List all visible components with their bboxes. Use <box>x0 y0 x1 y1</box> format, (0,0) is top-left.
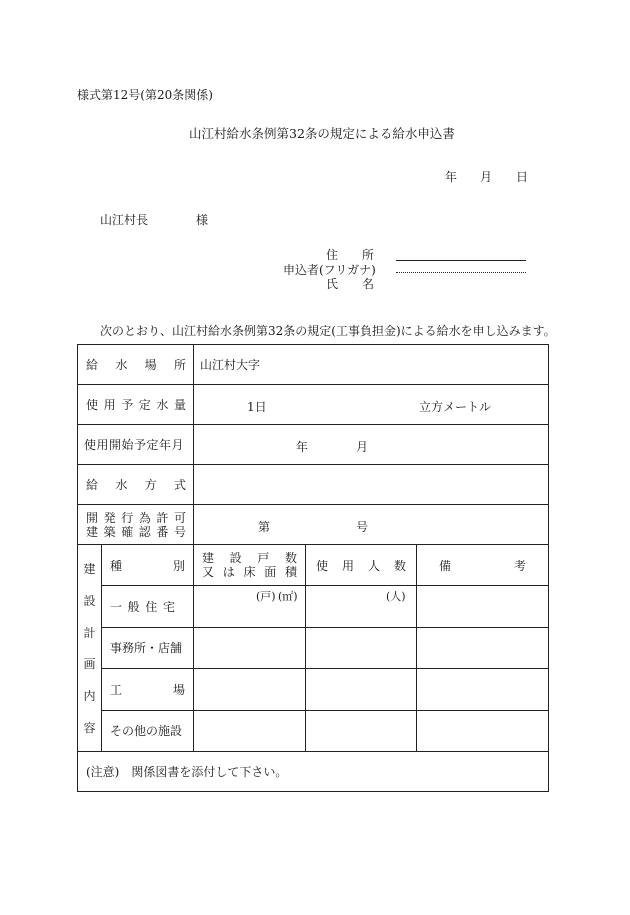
plan-header-row <box>78 545 549 586</box>
supply-method-label: 給 水 方 式 <box>78 465 194 505</box>
start-date-label: 使用開始予定年月 <box>78 425 194 465</box>
planned-volume-row <box>78 385 549 425</box>
factory-count-field[interactable] <box>194 669 306 710</box>
name-label: 氏 名 <box>326 277 374 291</box>
office-users-field[interactable] <box>306 627 417 668</box>
honorific: 様 <box>196 213 209 227</box>
date-day-label: 日 <box>516 170 529 184</box>
supply-place-field[interactable]: 山江村大字 <box>194 345 549 385</box>
plan-side-label: 建 設 計 画 内 容 <box>78 545 102 752</box>
housing-remarks-field[interactable] <box>417 586 549 627</box>
kind-other: その他の施設 <box>102 710 194 751</box>
permit-label: 開 発 行 為 許 可 建 築 確 認 番 号 <box>78 505 194 545</box>
factory-remarks-field[interactable] <box>417 669 549 710</box>
start-date-row <box>78 425 549 465</box>
kind-office: 事務所・店舗 <box>102 627 194 668</box>
other-count-field[interactable] <box>194 710 306 751</box>
applicant-label: 申込者 <box>283 263 320 277</box>
planned-volume-field[interactable]: 1日 立方メートル <box>194 385 549 425</box>
kind-header: 種 別 <box>102 545 194 586</box>
start-date-field[interactable]: 年 月 <box>194 425 549 465</box>
housing-count-field[interactable]: (戸) (㎡) <box>194 586 306 627</box>
count-area-header: 建 設 戸 数 又 は 床 面 積 <box>194 545 306 586</box>
users-header: 使 用 人 数 <box>306 545 417 586</box>
plan-row-office <box>78 627 549 668</box>
office-count-field[interactable] <box>194 627 306 668</box>
factory-users-field[interactable] <box>306 669 417 710</box>
housing-users-field[interactable]: (人) <box>306 586 417 627</box>
furigana-label: (フリガナ) <box>319 263 376 277</box>
application-form-table <box>77 344 549 792</box>
plan-row-other <box>78 710 549 751</box>
supply-method-row <box>78 465 549 505</box>
date-month-label: 月 <box>480 170 493 184</box>
permit-number-field[interactable]: 第 号 <box>194 505 549 545</box>
supply-method-field[interactable] <box>194 465 549 505</box>
note-cell: (注意) 関係図書を添付して下さい。 <box>78 752 549 792</box>
application-statement: 次のとおり、山江村給水条例第32条の規定(工事負担金)による給水を申し込みます。 <box>100 324 556 338</box>
supply-place-label: 給 水 場 所 <box>78 345 194 385</box>
note-row <box>78 752 549 792</box>
permit-row <box>78 505 549 545</box>
address-field-line[interactable] <box>396 260 526 261</box>
plan-row-factory <box>78 669 549 710</box>
form-number: 様式第12号(第20条関係) <box>77 88 213 102</box>
other-users-field[interactable] <box>306 710 417 751</box>
kind-factory: 工 場 <box>102 669 194 710</box>
date-year-label: 年 <box>445 170 458 184</box>
plan-row-housing <box>78 586 549 627</box>
kind-housing: 一 般 住 宅 <box>102 586 194 627</box>
address-label: 住 所 <box>326 248 374 262</box>
addressee: 山江村長 <box>100 213 149 227</box>
remarks-header: 備 考 <box>417 545 549 586</box>
supply-place-row <box>78 345 549 385</box>
planned-volume-label: 使 用 予 定 水 量 <box>78 385 194 425</box>
name-field-line[interactable] <box>396 272 526 273</box>
other-remarks-field[interactable] <box>417 710 549 751</box>
office-remarks-field[interactable] <box>417 627 549 668</box>
page-title: 山江村給水条例第32条の規定による給水申込書 <box>189 126 455 141</box>
